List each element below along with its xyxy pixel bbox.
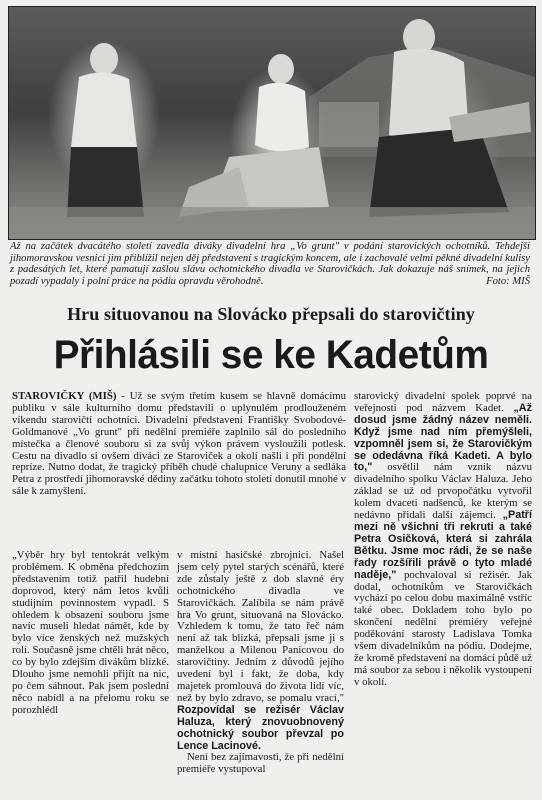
- column-3-bold-quote-1: „Až dosud jsme žádný název neměli. Když jsme nad ním přemýšleli, vzpomněl jsem si, že Starovičkým se odedávna říká Kadeti. A bylo to,": [354, 401, 532, 474]
- photo-caption: [10, 241, 530, 287]
- article-column-1: [12, 550, 169, 717]
- column-3-text-2: osvětlil nám vznik názvu divadelního spolku Václav Haluza. Jeho základ se už od prvopočátku vytvořil kolem dvaceti nadšenců, ke kterým se nedávno přidali další zájemci.: [354, 461, 532, 522]
- column-3-text-3: pochvaloval si režisér. Jak dodal, ochotníkům ve Starovičkách vychází po celou dobu maximálně vstříc také obec. Dokladem toho bylo po skončení nedělní premiéry veřejné poděkování starosty Ladislava Tomka všem divadelníkům na pódiu. Dodejme, že kromě představení na domácí půdě už má soubor za sebou i několik vystoupení v okolí.: [354, 568, 532, 688]
- theatre-scene-photo-icon: [9, 7, 535, 239]
- article-photo: [8, 6, 536, 240]
- article-headline: Přihlásili se ke Kadetům: [53, 333, 489, 377]
- article-lead: [12, 391, 346, 498]
- dateline: STAROVIČKY (MIŠ): [12, 390, 117, 402]
- article-column-3: [354, 391, 532, 689]
- article-column-2: [177, 550, 344, 776]
- column-1-text: „Výběr hry byl tentokrát velkým problémem. K obměna předchozím představením totiž patřil hudební doprovod, který nám letos kvůli studijním povinnostem vypadl. S ohledem k obsazení souboru jsme navíc museli hledat námět, kde by bylo více ženských než mužských rolí. Současně jsme chtěli hrát něco, co by bylo zdejším divákům blízké. Dlouho jsme nemohli přijít na nic, po čem sáhnout. Pak jsem poslední něco nabídl a na přelomu roku se porozhlédl: [12, 549, 169, 716]
- photo-credit: Foto: MIŠ: [486, 275, 530, 287]
- caption-text: Až na začátek dvacátého století zavedla diváky divadelní hra „Vo grunt" v podání starovických ochotníků. Tehdejší jihomoravskou vesnici jim přiblížil nejen děj představení s tragickým koncem, ale i zachovalé velmi pěkné divadelní kulisy z padesátých let, které pamatují zašlou slávu ochotnického divadla ve Starovičkách. Jak dokazuje náš snímek, na jejich pozadí vypadaly i polní práce na pódiu opravdu věrohodně.: [10, 241, 530, 287]
- column-2-text: v místní hasičské zbrojnici. Našel jsem celý pytel starých scénářů, které zde zůstaly ještě z dob slavné éry ochotnického divadla ve Starovičkách. Zalíbila se nám právě hra Vo grunt, situovaná na Slovácko. Vzhledem k tomu, že tato řeč nám není až tak blízká, přepsali jsme ji s manželkou a Milenou Panicovou do starovičtiny. Jedním z důvodů jejího uvedení byl i fakt, že doba, kdy majetek promlouvá do života lidí víc, než by bylo zdravo, se pomalu vrací,": [177, 549, 344, 704]
- article-subheadline: Hru situovanou na Slovácko přepsali do starovičtiny: [67, 304, 475, 324]
- column-2-bold-quote: Rozpovídal se režisér Václav Haluza, který znovuobnovený ochotnický soubor převzal po Lence Lacinové.: [177, 703, 344, 752]
- column-3-text-1: starovický divadelní spolek poprvé na veřejnosti pod názvem Kadet.: [354, 390, 532, 414]
- column-2-text-2: Není bez zajímavosti, že při nedělní premiéře vystupoval: [177, 751, 344, 776]
- column-3-bold-quote-2: „Patří mezi ně všichni tři rekruti a také Petra Osičková, která si zahrála Bětku. Jsme moc rádi, že se naše řady rozšířili právě o tyto mladé naděje,": [354, 509, 532, 581]
- lead-text: - Už se svým třetím kusem se hlavně domácímu publiku v sále kulturního domu představili o uplynulém prodlouženém víkendu starovičtí ochotníci. Divadelní představení Františky Svobodové-Goldmanové „Vo grunt" při nedělní premiéře zaplnilo sál do posledního místečka a členové souboru si za svůj výkon právem vysloužili potlesk. Cestu na divadlo si ovšem diváci ze Staroviček a okolí našli i při pondělní repríze. Nutno dodat, že tragický příběh chudé chalupnice Veruny a sedláka Petra z prostředí jihomoravské dědiny začátku tohoto století donutil mnohé v sále k zamyšlení.: [12, 390, 346, 498]
